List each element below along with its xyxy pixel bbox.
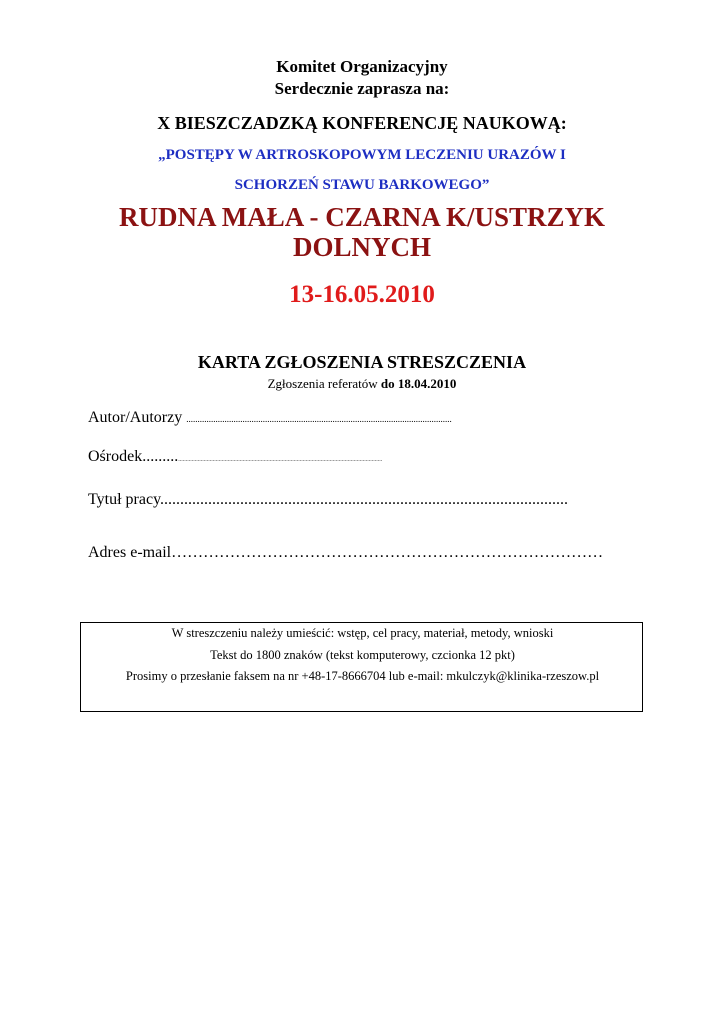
institution-dots-lead: ......... — [142, 448, 179, 465]
invite-text: Serdecznie zaprasza na: — [274, 79, 450, 98]
info-line-2: Tekst do 1800 znaków (tekst komputerowy, czcionka 12 pkt) — [210, 648, 515, 662]
deadline-line — [0, 375, 724, 392]
author-label: Autor/Autorzy — [88, 409, 183, 426]
institution-dots: ........................................................................................................................................ — [178, 457, 383, 463]
email-field[interactable] — [88, 543, 603, 563]
author-field[interactable] — [88, 408, 452, 429]
place-line-1: RUDNA MAŁA - CZARNA K/USTRZYK — [118, 202, 606, 232]
deadline-date: do 18.04.2010 — [380, 376, 457, 391]
institution-field[interactable] — [88, 447, 382, 470]
email-dots: ……………………………………………………………………… — [171, 544, 604, 561]
title-field[interactable] — [88, 490, 568, 510]
event-dates: 13-16.05.2010 — [289, 281, 435, 308]
info-box — [80, 622, 643, 712]
institution-label: Ośrodek — [88, 448, 143, 465]
info-line-3: Prosimy o przesłanie faksem na nr +48-17-8666704 lub e-mail: mkulczyk@klinika-rzeszow.pl — [125, 669, 600, 683]
topic-line-2: SCHORZEŃ STAWU BARKOWEGO” — [234, 177, 490, 193]
author-dots: ...................................................................................................................... — [186, 414, 452, 424]
form-title: KARTA ZGŁOSZENIA STRESZCZENIA — [197, 352, 527, 372]
conference-title: X BIESZCZADZKĄ KONFERENCJĘ NAUKOWĄ: — [157, 113, 567, 133]
title-dots: ...................................................................................................... — [160, 491, 569, 508]
organizer-text: Komitet Organizacyjny — [276, 57, 448, 76]
place-line-2: DOLNYCH — [292, 232, 431, 262]
topic-line-1: „POSTĘPY W ARTROSKOPOWYM LECZENIU URAZÓW I — [158, 147, 566, 163]
title-label: Tytuł pracy — [88, 491, 161, 508]
info-line-1: W streszczeniu należy umieścić: wstęp, cel pracy, materiał, metody, wnioski — [171, 626, 554, 640]
deadline-label: Zgłoszenia referatów — [267, 376, 378, 391]
email-label: Adres e-mail — [88, 544, 172, 561]
